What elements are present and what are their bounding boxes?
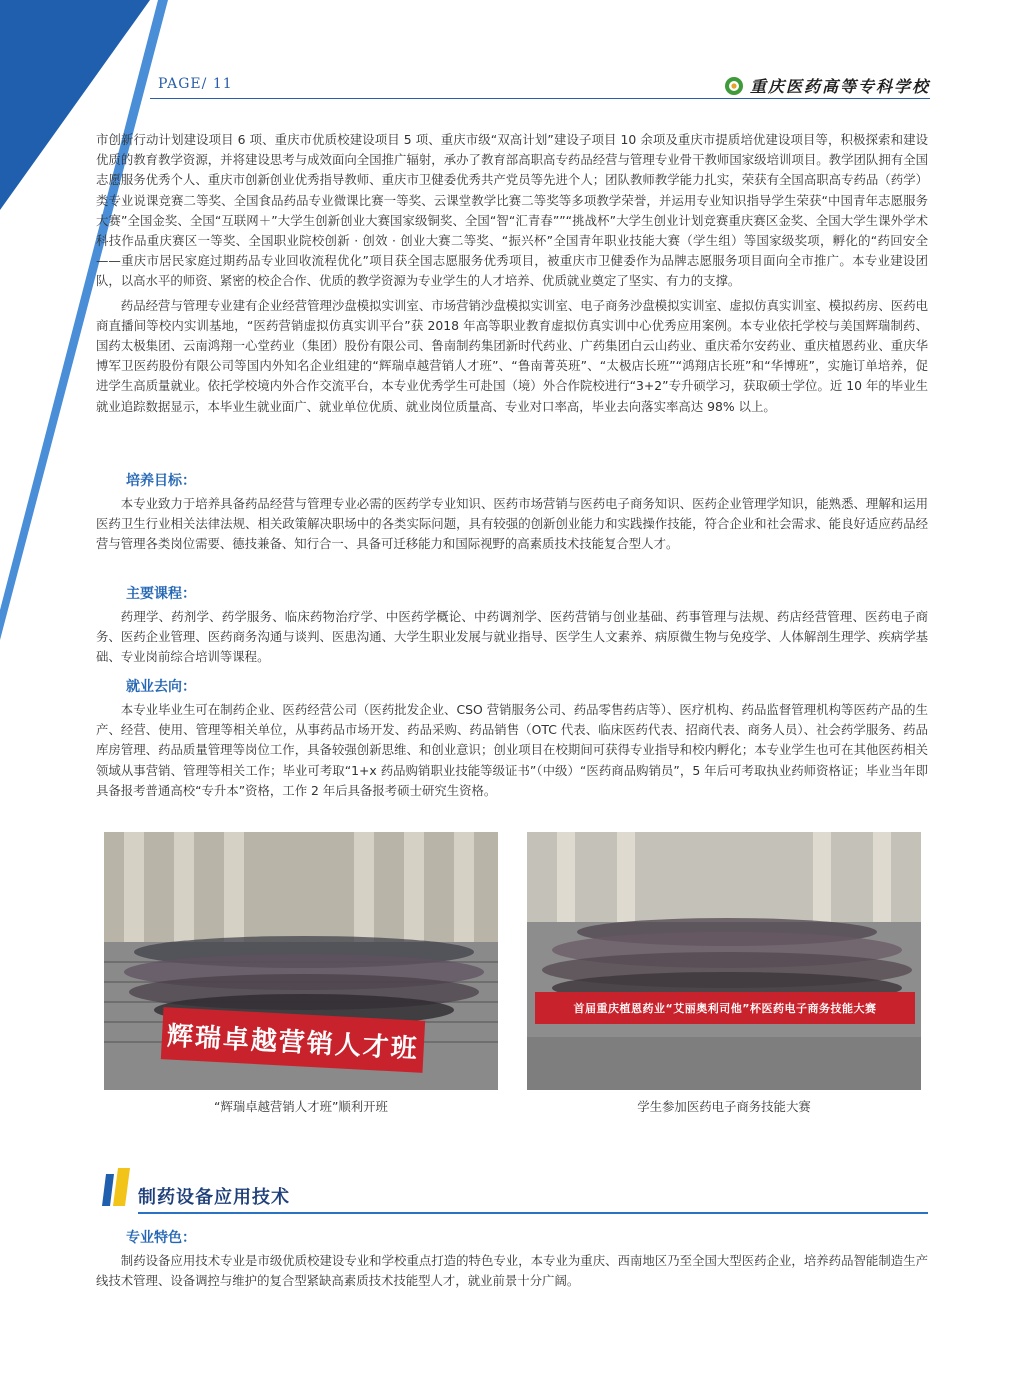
intro-paragraph-2: 药品经营与管理专业建有企业经营管理沙盘模拟实训室、市场营销沙盘模拟实训室、电子商务沙盘模拟实训室、虚拟仿真实训室、模拟药房、医药电商直播间等校内实训基地，“医药营销虚拟仿真实训平台”获 2018 年高等职业教育虚拟仿真实训中心优秀应用案例。本专业依托学校与美国辉瑞制药、国药太极集团、云南鸿翔一心堂药业（集团）股份有限公司、鲁南制药集团新时代药业、广药集团白云山药业、重庆希尔安药业、重庆植恩药业、重庆华博军卫医药股份有限公司等国内外知名企业组建的“辉瑞卓越营销人才班”、“鲁南菁英班”、“太极店长班”“鸿翔店长班”和“华博班”，实施订单培养，促进学生高质量就业。依托学校境内外合作交流平台，本专业优秀学生可赴国（境）外合作院校进行“3+2”专升硕学习，获取硕士学位。近 10 年的毕业生就业追踪数据显示，本毕业生就业面广、就业单位优质、就业岗位质量高、专业对口率高，毕业去向落实率高达 98% 以上。 — [96, 297, 928, 414]
section-title: 制药设备应用技术 — [138, 1187, 290, 1208]
section-bar-icon — [100, 1166, 134, 1210]
photo-1-caption: “辉瑞卓越营销人才班”顺利开班 — [214, 1099, 388, 1114]
competition-banner — [535, 992, 915, 1024]
employment-section — [96, 700, 928, 801]
photo-2-caption: 学生参加医药电子商务技能大赛 — [637, 1099, 811, 1114]
intro-paragraph-1: 市创新行动计划建设项目 6 项、重庆市优质校建设项目 5 项、重庆市级“双高计划”建设子项目 10 余项及重庆市提质培优建设项目等，积极探索和建设优质的教育教学资源，并将建设思考与成效面向全国推广辐射，承办了教育部高职高专药品经营与管理专业骨干教师国家级培训项目。教学团队拥有全国志愿服务优秀个人、重庆市创新创业优秀指导教师、重庆市卫健委优秀共产党员等先进个人；团队教师教学能力扎实，荣获有全国高职高专药品（药学）类专业说课竞赛二等奖、全国食品药品专业微课比赛一等奖、云课堂教学比赛二等奖等多项教学荣誉，并运用专业知识指导学生荣获“中国青年志愿服务大赛”全国金奖、全国“互联网＋”大学生创新创业大赛国家级铜奖、全国“智“汇青春””“挑战杯”大学生创业计划竞赛重庆赛区金奖、全国大学生课外学术科技作品重庆赛区一等奖、全国职业院校创新 · 创效 · 创业大赛二等奖、“振兴杯”全国青年职业技能大赛（学生组）等国家级奖项，孵化的“药回安全——重庆市居民家庭过期药品专业回收流程优化”项目获全国志愿服务优秀项目，被重庆市卫健委作为品牌志愿服务项目面向全市推广。本专业建设团队，以高水平的师资、紧密的校企合作、优质的教学资源为专业学生的人才培养、优质就业奠定了坚实、有力的支撑。 — [96, 132, 928, 289]
goals-section — [96, 494, 928, 555]
section-divider — [138, 1212, 928, 1214]
header-divider — [150, 98, 930, 99]
goals-heading: 培养目标： — [126, 473, 196, 489]
feature-section — [96, 1251, 928, 1291]
feature-text: 制药设备应用技术专业是市级优质校建设专业和学校重点打造的特色专业，本专业为重庆、西南地区乃至全国大型医药企业，培养药品智能制造生产线技术管理、设备调控与维护的复合型紧缺高素质技术技能型人才，就业前景十分广阔。 — [96, 1253, 928, 1289]
employment-heading: 就业去向： — [126, 679, 196, 695]
employment-text: 本专业毕业生可在制药企业、医药经营公司（医药批发企业、CSO 营销服务公司、药品零售药店等）、医疗机构、药品监督管理机构等医药产品的生产、经营、使用、管理等相关单位，从事药品市场开发、药品采购、药品销售（OTC 代表、临床医药代表、招商代表、商务人员）、社会药学服务、药品库房管理、药品质量管理等岗位工作，具备较强创新思维、和创业意识；创业项目在校期间可获得专业指导和校内孵化；本专业学生也可在其他医药相关领域从事营销、管理等相关工作；毕业可考取“1+x 药品购销职业技能等级证书”（中级）“医药商品购销员”，5 年后可考取执业药师资格证；毕业当年即具备报考普通高校“专升本”资格，工作 2 年后具备报考硕士研究生资格。 — [96, 702, 928, 798]
page-number: PAGE/ 11 — [158, 76, 233, 92]
goals-text: 本专业致力于培养具备药品经营与管理专业必需的医药学专业知识、医药市场营销与医药电子商务知识、医药企业管理学知识，能熟悉、理解和运用医药卫生行业相关法律法规、相关政策解决职场中的各类实际问题，具有较强的创新创业能力和实践操作技能，符合企业和社会需求、能良好适应药品经营与管理各类岗位需要、德技兼备、知行合一、具备可迁移能力和国际视野的高素质技术技能复合型人才。 — [96, 496, 928, 552]
class-banner-text: 辉瑞卓越营销人才班 — [166, 1020, 420, 1065]
school-name: 重庆医药高等专科学校 — [749, 77, 930, 96]
page-header — [150, 70, 930, 102]
courses-section — [96, 607, 928, 668]
photo-class-opening — [104, 832, 498, 1090]
feature-heading: 专业特色： — [126, 1230, 196, 1246]
photo-competition — [527, 832, 921, 1090]
school-emblem-icon — [724, 76, 744, 96]
courses-heading: 主要课程： — [126, 586, 196, 602]
intro-section — [96, 130, 928, 417]
competition-banner-text: 首届重庆植恩药业“艾丽奥利司他”杯医药电子商务技能大赛 — [573, 1002, 877, 1015]
school-logo — [724, 74, 930, 97]
courses-text: 药理学、药剂学、药学服务、临床药物治疗学、中医药学概论、中药调剂学、医药营销与创业基础、药事管理与法规、药店经营管理、医药电子商务、医药企业管理、医药商务沟通与谈判、医患沟通、大学生职业发展与就业指导、医学生人文素养、病原微生物与免疫学、人体解剖生理学、疾病学基础、专业岗前综合培训等课程。 — [96, 609, 928, 665]
